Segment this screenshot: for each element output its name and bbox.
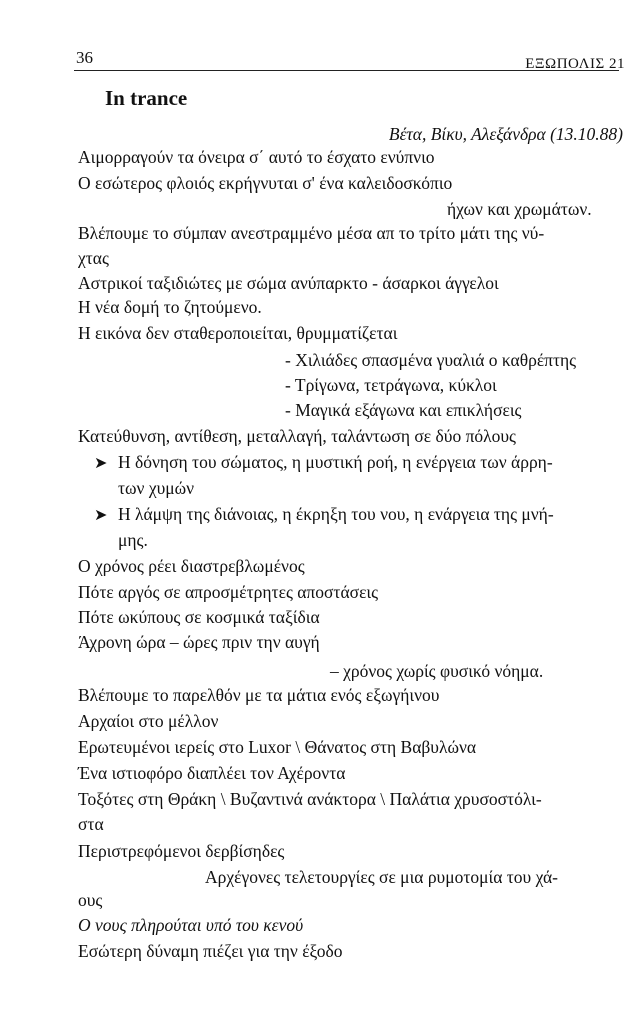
poem-line: Ερωτευμένοι ιερείς στο Luxor \ Θάνατος στη Βαβυλώνα (78, 737, 477, 757)
poem-line: στα (78, 814, 104, 834)
poem-line: Αρχέγονες τελετουργίες σε μια ρυμοτομία του χά- (205, 867, 558, 887)
poem-line: Αστρικοί ταξιδιώτες με σώμα ανύπαρκτο - άσαρκοι άγγελοι (78, 273, 499, 293)
poem-line: Κατεύθυνση, αντίθεση, μεταλλαγή, ταλάντωση σε δύο πόλους (78, 426, 516, 446)
poem-line: Ο χρόνος ρέει διαστρεβλωμένος (78, 556, 305, 576)
poem-line: Τοξότες στη Θράκη \ Βυζαντινά ανάκτορα \ Παλάτια χρυσοστόλι- (78, 789, 542, 809)
running-title: ΕΞΩΠΟΛΙΣ 21 (525, 56, 625, 72)
bullet-item (94, 451, 553, 475)
header-rule (74, 70, 619, 71)
poem-line: Η εικόνα δεν σταθεροποιείται, θρυμματίζεται (78, 323, 398, 343)
poem-line: Αιμορραγούν τα όνειρα σ΄ αυτό το έσχατο ενύπνιο (78, 147, 435, 167)
page-number: 36 (76, 48, 93, 67)
poem-line: – χρόνος χωρίς φυσικό νόημα. (330, 661, 544, 681)
poem-line: Περιστρεφόμενοι δερβίσηδες (78, 841, 285, 861)
poem-line: Εσώτερη δύναμη πιέζει για την έξοδο (78, 941, 343, 961)
poem-line: ους (78, 890, 103, 910)
poem-line: Ένα ιστιοφόρο διαπλέει τον Αχέροντα (78, 763, 346, 783)
poem-line: μης. (118, 530, 148, 550)
poem-line: Αρχαίοι στο μέλλον (78, 711, 219, 731)
bullet-item (94, 503, 554, 527)
poem-line: Βλέπουμε το παρελθόν με τα μάτια ενός εξωγήινου (78, 685, 440, 705)
poem-line: - Χιλιάδες σπασμένα γυαλιά ο καθρέπτης (285, 350, 577, 370)
arrow-bullet-icon: ➤ (94, 507, 108, 524)
poem-line: Πότε αργός σε απροσμέτρητες αποστάσεις (78, 582, 379, 602)
poem-line: Ο εσώτερος φλοιός εκρήγνυται σ' ένα καλειδοσκόπιο (78, 173, 453, 193)
poem-title: In trance (105, 86, 188, 110)
arrow-bullet-icon: ➤ (94, 455, 108, 472)
poem-line: Η νέα δομή το ζητούμενο. (78, 297, 262, 317)
poem-line: Η λάμψη της διάνοιας, η έκρηξη του νου, η ενάργεια της μνή- (118, 504, 554, 524)
poem-line: ήχων και χρωμάτων. (447, 199, 592, 219)
poem-line: Άχρονη ώρα – ώρες πριν την αυγή (78, 632, 320, 652)
poem-line: Βλέπουμε το σύμπαν ανεστραμμένο μέσα απ το τρίτο μάτι της νύ- (78, 223, 545, 243)
poem-line: των χυμών (118, 478, 195, 498)
poem-line: - Μαγικά εξάγωνα και επικλήσεις (285, 400, 522, 420)
poem-line: - Τρίγωνα, τετράγωνα, κύκλοι (285, 375, 497, 395)
poem-line: Η δόνηση του σώματος, η μυστική ροή, η ενέργεια των άρρη- (118, 452, 553, 472)
poem-line: Ο νους πληρούται υπό του κενού (78, 915, 304, 935)
poem-dedication: Βέτα, Βίκυ, Αλεξάνδρα (13.10.88) (388, 124, 623, 144)
poem-line: χτας (78, 248, 109, 268)
poem-line: Πότε ωκύπους σε κοσμικά ταξίδια (78, 607, 320, 627)
